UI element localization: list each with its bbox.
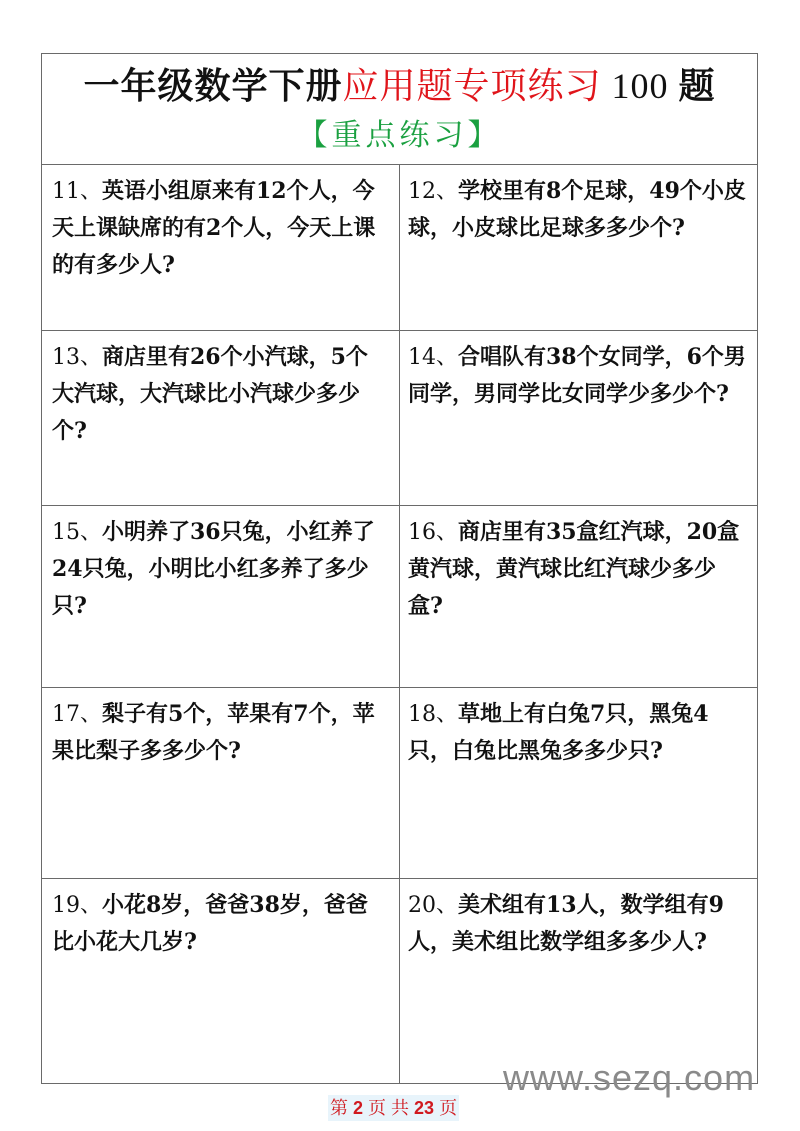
- question-cell-11: [42, 165, 400, 330]
- question-cell-16: [400, 506, 757, 687]
- question-text: 合唱队有38个女同学，6个男同学，男同学比女同学少多少个?: [408, 344, 746, 407]
- question-text: 草地上有白兔7只，黑兔4只，白兔比黑兔多多少只?: [408, 701, 709, 764]
- question-number: 16、: [408, 520, 458, 545]
- total-pages-number: 23: [414, 1098, 435, 1118]
- question-cell-13: [42, 331, 400, 505]
- question-number: 14、: [408, 345, 458, 370]
- question-number: 19、: [52, 893, 102, 918]
- question-number: 12、: [408, 179, 458, 204]
- question-number: 11、: [52, 179, 102, 204]
- question-text: 商店里有35盒红汽球，20盒黄汽球，黄汽球比红汽球少多少盒?: [408, 519, 740, 619]
- title-count: 100: [601, 66, 679, 106]
- question-number: 15、: [52, 520, 102, 545]
- question-cell-20: [400, 879, 757, 1083]
- question-cell-18: [400, 688, 757, 878]
- page-suffix: 页: [434, 1098, 458, 1118]
- question-cell-12: [400, 165, 757, 330]
- title-topic: 应用题专项练习: [342, 66, 602, 107]
- question-number: 18、: [408, 702, 458, 727]
- question-cell-17: [42, 688, 400, 878]
- worksheet-table: [41, 53, 758, 1084]
- question-number: 13、: [52, 345, 102, 370]
- question-text: 小花8岁，爸爸38岁，爸爸比小花大几岁?: [52, 892, 368, 955]
- question-row: [42, 331, 757, 506]
- worksheet-header: [42, 54, 757, 165]
- question-text: 小明养了36只兔，小红养了24只兔，小明比小红多养了多少只?: [52, 519, 375, 619]
- question-row: [42, 688, 757, 879]
- title-suffix: 题: [678, 65, 716, 107]
- title-grade: 一年级数学下册: [83, 65, 343, 107]
- question-number: 20、: [408, 893, 458, 918]
- question-cell-14: [400, 331, 757, 505]
- question-text: 学校里有8个足球，49个小皮球，小皮球比足球多多少个?: [408, 178, 746, 241]
- question-text: 美术组有13人，数学组有9人，美术组比数学组多多少人?: [408, 892, 724, 955]
- question-cell-15: [42, 506, 400, 687]
- question-text: 梨子有5个，苹果有7个，苹果比梨子多多少个?: [52, 701, 375, 764]
- question-text: 英语小组原来有12个人，今天上课缺席的有2个人，今天上课的有多少人?: [52, 178, 376, 278]
- question-number: 17、: [52, 702, 102, 727]
- question-text: 商店里有26个小汽球，5个大汽球，大汽球比小汽球少多少个?: [52, 344, 368, 444]
- site-watermark: www.sezq.com: [503, 1057, 756, 1098]
- page-prefix: 第: [330, 1098, 354, 1118]
- page-subtitle: 【重点练习】: [297, 118, 502, 153]
- page-title: [42, 64, 757, 109]
- page-indicator: [328, 1095, 459, 1121]
- question-cell-19: [42, 879, 400, 1083]
- question-row: [42, 506, 757, 688]
- current-page-number: 2: [353, 1098, 364, 1118]
- question-row: [42, 879, 757, 1083]
- question-row: [42, 165, 757, 331]
- page-middle: 页 共: [363, 1098, 415, 1118]
